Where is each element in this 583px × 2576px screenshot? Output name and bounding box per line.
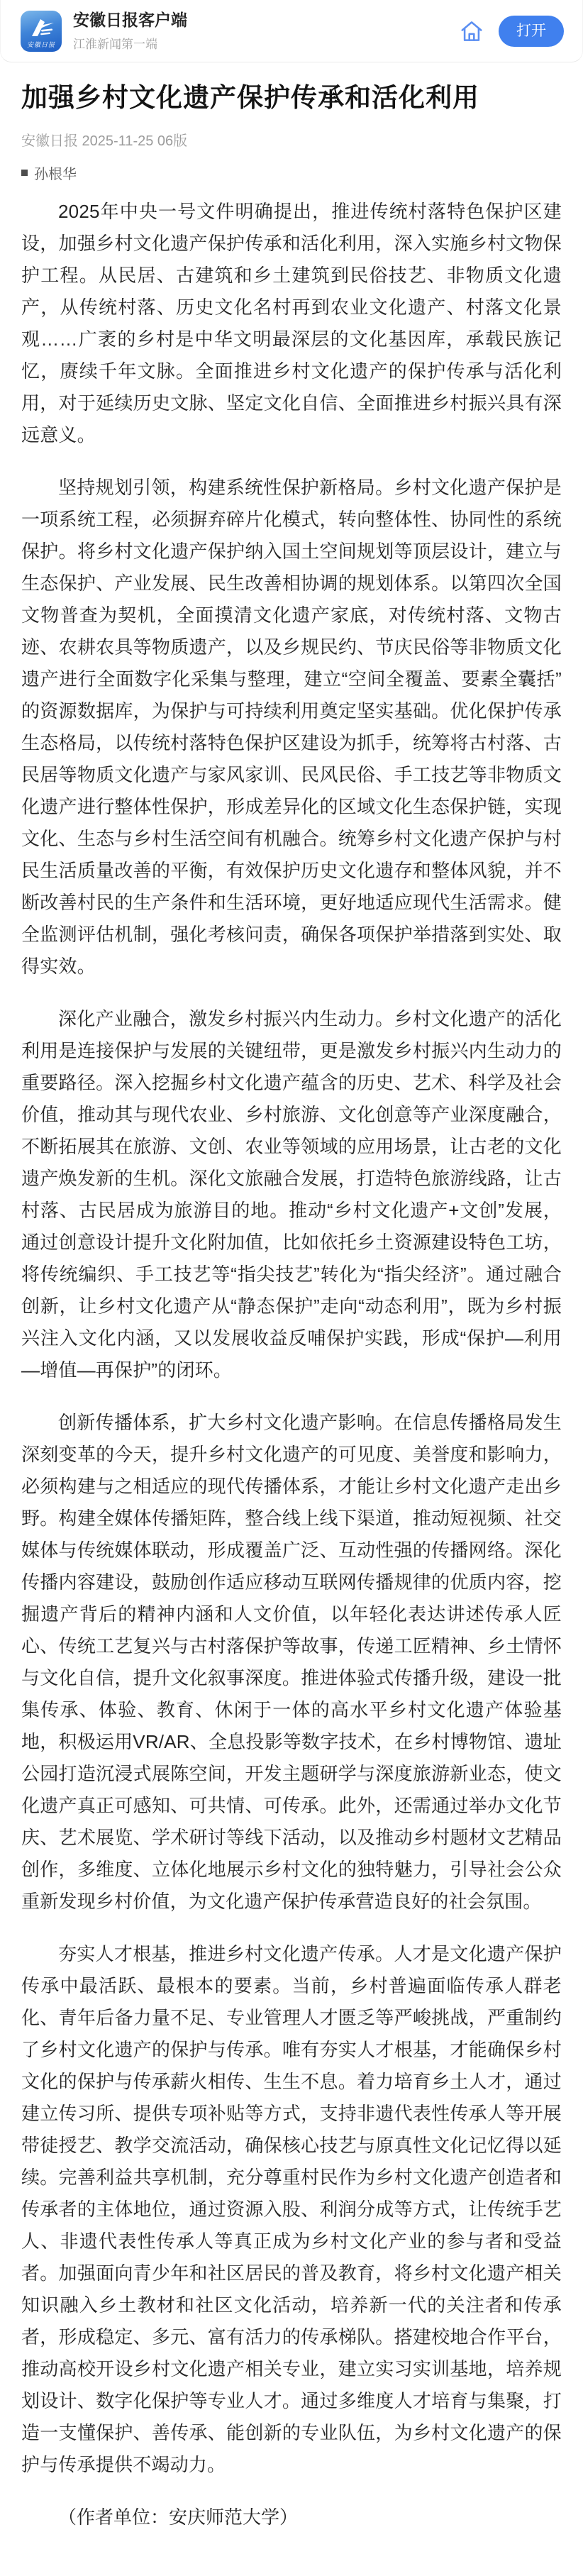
app-name: 安徽日报客户端 [73,11,187,30]
open-app-button[interactable]: 打开 [499,16,564,47]
logo-swoosh-icon [24,13,58,43]
app-banner [0,0,583,62]
article-paragraph: 创新传播体系，扩大乡村文化遗产影响。在信息传播格局发生深刻变革的今天，提升乡村文化遗产的可见度、美誉度和影响力，必须构建与之相适应的现代传播体系，才能让乡村文化遗产走出乡野。构建全媒体传播矩阵，整合线上线下渠道，推动短视频、社交媒体与传统媒体联动，形成覆盖广泛、互动性强的传播网络。深化传播内容建设，鼓励创作适应移动互联网传播规律的优质内容，挖掘遗产背后的精神内涵和人文价值，以年轻化表达讲述传承人匠心、传统工艺复兴与古村落保护等故事，传递工匠精神、乡土情怀与文化自信，提升文化叙事深度。推进体验式传播升级，建设一批集传承、体验、教育、休闲于一体的高水平乡村文化遗产体验基地，积极运用VR/AR、全息投影等数字技术，在乡村博物馆、遗址公园打造沉浸式展陈空间，开发主题研学与深度旅游新业态，使文化遗产真正可感知、可共情、可传承。此外，还需通过举办文化节庆、艺术展览、学术研讨等线下活动，以及推动乡村题材文艺精品创作，多维度、立体化地展示乡村文化的独特魅力，引导社会公众重新发现乡村价值，为文化遗产保护传承营造良好的社会氛围。 [21,1412,562,1913]
article-footer-note: （作者单位：安庆师范大学） [58,2506,299,2528]
article-title: 加强乡村文化遗产保护传承和活化利用 [21,83,479,112]
banner-actions [457,16,564,47]
app-logo-text: 安徽日报 [26,40,55,48]
article-author-row [21,162,562,183]
article-paragraph: 夯实人才根基，推进乡村文化遗产传承。人才是文化遗产保护传承中最活跃、最根本的要素。当前，乡村普遍面临传承人群老化、青年后备力量不足、专业管理人才匮乏等严峻挑战，严重制约了乡村文化遗产的保护与传承。唯有夯实人才根基，才能确保乡村文化的保护与传承薪火相传、生生不息。着力培育乡土人才，通过建立传习所、提供专项补贴等方式，支持非遗代表性传承人等开展带徒授艺、教学交流活动，确保核心技艺与原真性文化记忆得以延续。完善利益共享机制，充分尊重村民作为乡村文化遗产创造者和传承者的主体地位，通过资源入股、利润分成等方式，让传统手艺人、非遗代表性传承人等真正成为乡村文化产业的参与者和受益者。加强面向青少年和社区居民的普及教育，将乡村文化遗产相关知识融入乡土教材和社区文化活动，培养新一代的关注者和传承者，形成稳定、多元、富有活力的传承梯队。搭建校地合作平台，推动高校开设乡村文化遗产相关专业，建立实习实训基地，培养规划设计、数字化保护等专业人才。通过多维度人才培育与集聚，打造一支懂保护、善传承、能创新的专业队伍，为乡村文化遗产的保护与传承提供不竭动力。 [21,1943,562,2476]
app-tagline: 江淮新闻第一端 [73,37,157,51]
app-info [73,10,457,52]
article-paragraph: 坚持规划引领，构建系统性保护新格局。乡村文化遗产保护是一项系统工程，必须摒弃碎片化模式，转向整体性、协同性的系统保护。将乡村文化遗产保护纳入国土空间规划等顶层设计，建立与生态保护、产业发展、民生改善相协调的规划体系。以第四次全国文物普查为契机，全面摸清文化遗产家底，对传统村落、文物古迹、农耕农具等物质遗产，以及乡规民约、节庆民俗等非物质文化遗产进行全面数字化采集与整理，建立“空间全覆盖、要素全囊括”的资源数据库，为保护与可持续利用奠定坚实基础。优化保护传承生态格局，以传统村落特色保护区建设为抓手，统筹将古村落、古民居等物质文化遗产与家风家训、民风民俗、手工技艺等非物质文化遗产进行整体性保护，形成差异化的区域文化生态保护链，实现文化、生态与乡村生活空间有机融合。统筹乡村文化遗产保护与村民生活质量改善的平衡，有效保护历史文化遗存和整体风貌，并不断改善村民的生产条件和生活环境，更好地适应现代生活需求。健全监测评估机制，强化考核问责，确保各项保护举措落到实处、取得实效。 [21,477,562,978]
app-logo-icon [21,11,62,52]
article-source-dateline: 安徽日报 2025-11-25 06版 [21,133,188,150]
home-icon[interactable] [457,17,486,45]
article-body [21,196,562,2533]
article-paragraph: 2025年中央一号文件明确提出，推进传统村落特色保护区建设，加强乡村文化遗产保护传承和活化利用，深入实施乡村文物保护工程。从民居、古建筑和乡土建筑到民俗技艺、非物质文化遗产，从传统村落、历史文化名村再到农业文化遗产、村落文化景观……广袤的乡村是中华文明最深层的文化基因库，承载民族记忆，赓续千年文脉。全面推进乡村文化遗产的保护传承与活化利用，对于延续历史文脉、坚定文化自信、全面推进乡村振兴具有深远意义。 [21,201,562,446]
article-author-name: 孙根华 [34,167,77,183]
article-paragraph: 深化产业融合，激发乡村振兴内生动力。乡村文化遗产的活化利用是连接保护与发展的关键纽带，更是激发乡村振兴内生动力的重要路径。深入挖掘乡村文化遗产蕴含的历史、艺术、科学及社会价值，推动其与现代农业、乡村旅游、文化创意等产业深度融合，不断拓展其在旅游、文创、农业等领域的应用场景，让古老的文化遗产焕发新的生机。深化文旅融合发展，打造特色旅游线路，让古村落、古民居成为旅游目的地。推动“乡村文化遗产+文创”发展，通过创意设计提升文化附加值，比如依托乡土资源建设特色工坊，将传统编织、手工技艺等“指尖技艺”转化为“指尖经济”。通过融合创新，让乡村文化遗产从“静态保护”走向“动态利用”，既为乡村振兴注入文化内涵，又以发展收益反哺保护实践，形成“保护—利用—增值—再保护”的闭环。 [21,1008,562,1381]
author-bullet-icon [21,170,28,176]
article-page [0,62,583,2576]
